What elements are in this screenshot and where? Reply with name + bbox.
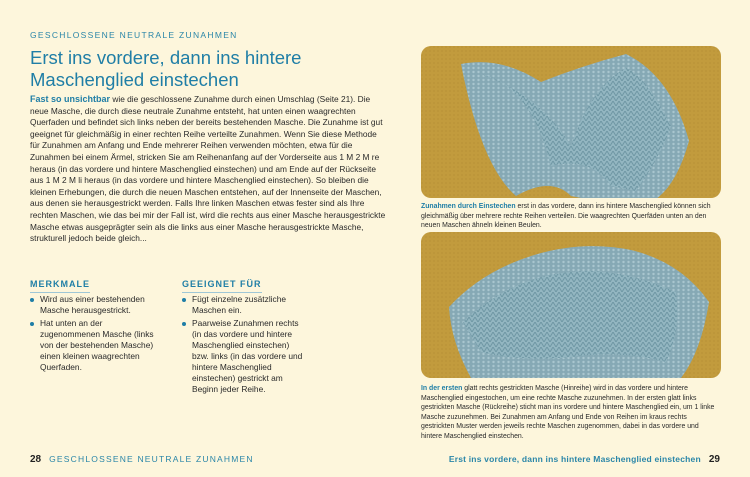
list-item: Wird aus einer bestehenden Masche herausgestrickt.: [30, 294, 158, 316]
section-kicker: GESCHLOSSENE NEUTRALE ZUNAHMEN: [30, 30, 238, 40]
page-number-left: 28: [30, 454, 42, 465]
caption-bottom-lead: In der ersten: [421, 385, 463, 392]
page-number-right: 29: [708, 454, 720, 465]
title-line-1: Erst ins vordere, dann ins hintere: [30, 47, 302, 68]
merkmale-heading: MERKMALE: [30, 279, 90, 293]
knitting-swatch-image-bottom: [421, 232, 721, 378]
knitting-photo-top: [421, 46, 721, 198]
knitting-swatch-image-top: [421, 46, 721, 198]
caption-top-lead: Zunahmen durch Einstechen: [421, 203, 516, 210]
merkmale-list: [30, 294, 158, 375]
title-line-2: Maschenglied einstechen: [30, 69, 239, 90]
knitting-photo-bottom: [421, 232, 721, 378]
footer-left: [30, 454, 254, 465]
body-lead: Fast so unsichtbar: [30, 94, 111, 104]
caption-bottom-text: glatt rechts gestrickten Masche (Hinreihe) wird in das vordere und hintere Maschenglied eingestochen, um eine rechte Masche zuzunehmen. In der ersten glatt links gestrickten Masche (Rückreihe) sticht man ins vordere und hintere Maschenglied ein, um 1 linke Masche zuzunehmen. Bei Zunahmen am Anfang und Ende von Reihen im kraus rechts gestrickten Muster werden jeweils rechte Maschen zugenommen, dabei in das vordere und hintere Maschenglied einstechen.: [421, 385, 715, 440]
footer-right: [449, 454, 720, 465]
list-item: Hat unten an der zugenommenen Masche (links von der bestehenden Masche) einen kleinen waagrechten Querfaden.: [30, 318, 158, 373]
footer-right-text: Erst ins vordere, dann ins hintere Maschenglied einstechen: [448, 454, 701, 464]
footer-left-text: GESCHLOSSENE NEUTRALE ZUNAHMEN: [49, 454, 254, 464]
geeignet-heading: GEEIGNET FÜR: [182, 279, 262, 293]
list-item: Paarweise Zunahmen rechts (in das vordere und hintere Maschenglied einstechen) bzw. links (in das vordere und hintere Maschenglied einstechen) gestrickt am Beginn jeder Reihe.: [182, 318, 306, 395]
body-paragraph: [30, 94, 387, 245]
geeignet-list: [182, 294, 306, 397]
list-item: Fügt einzelne zusätzliche Maschen ein.: [182, 294, 306, 316]
caption-bottom: [421, 384, 719, 442]
caption-top: [421, 202, 719, 231]
page-title: [30, 47, 390, 91]
caption-top-text: erst in das vordere, dann ins hintere Maschenglied können sich gleichmäßig über mehrere rechte Reihen verteilen. Die waagrechten Querfäden unten an den neuen Maschen ähneln kleinen Beulen.: [421, 203, 711, 230]
body-text: wie die geschlossene Zunahme durch einen Umschlag (Seite 21). Die neue Masche, die durch diese neutrale Zunahme entsteht, hat unten einen waagrechten Querfaden und befindet sich links neben der bereits bestehenden Masche. Die Zunahme ist gut geeignet für gleichmäßig in einer rechten Reihe verteilte Zunahmen. Wenn Sie diese Methode für Zunahmen am Anfang und Ende mehrerer Reihen verwenden möchten, etwa für die Zunahmen bei einem Ärmel, stricken Sie am Reihenanfang auf der Vorderseite aus 1 M 2 M re heraus (in das vordere und hintere Maschenglied einstechen) und am Ende auf der Rückseite aus 1 M 2 M li heraus (in das vordere und hintere Maschenglied einstechen). So bleiben die kleinen Erhebungen, die durch die neuen Maschen entstehen, auf der Innenseite der Maschen, aus denen sie herausgestrickt werden. Falls Ihre linken Maschen etwas fester sind als Ihre rechten Maschen, wie das bei mir der Fall ist, wird die rechts aus einer Masche herausgestrickte Masche etwas ausgeprägter sein als die links aus einer Masche herausgestrickte Masche, strukturell jedoch beide gleich...: [30, 94, 386, 244]
